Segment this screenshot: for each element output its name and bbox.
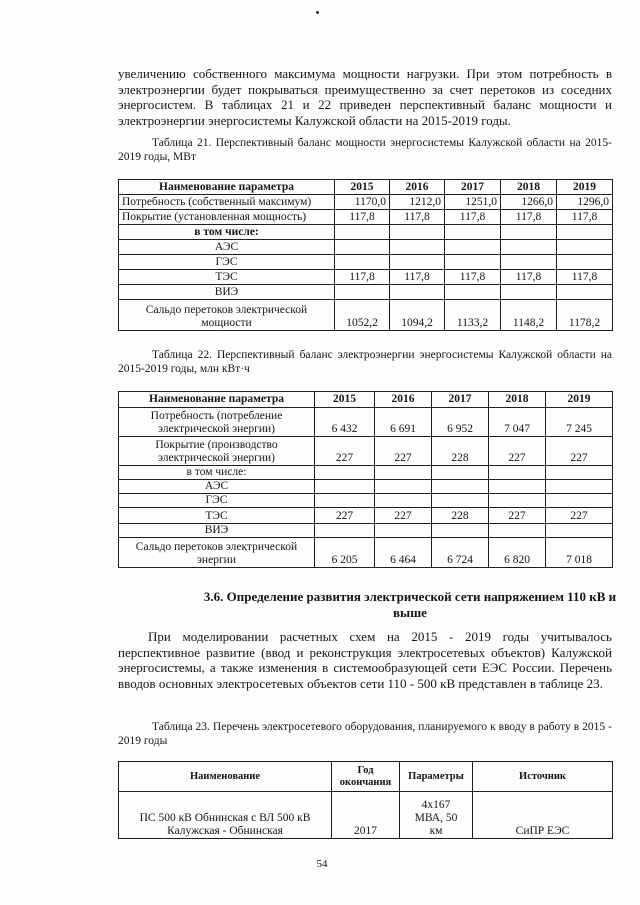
cell-value: 117,8 <box>501 210 557 225</box>
table-header-row <box>119 762 613 792</box>
cell-value: 1296,0 <box>557 195 613 210</box>
header-year: 2015 <box>335 180 390 195</box>
row-label: ГЭС <box>119 255 335 270</box>
row-label: ТЭС <box>119 270 335 285</box>
table-row <box>119 240 613 255</box>
cell-value: 6 205 <box>315 538 375 568</box>
table-row <box>119 494 613 508</box>
row-label: ПС 500 кВ Обнинская с ВЛ 500 кВ Калужская - Обнинская <box>119 792 332 839</box>
cell-value: 7 245 <box>546 408 613 437</box>
cell-value: 227 <box>315 508 375 524</box>
cell-value: 1178,2 <box>557 300 613 331</box>
cell-value: 1266,0 <box>501 195 557 210</box>
row-label: Сальдо перетоков электрической энергии <box>119 538 315 568</box>
cell-value: 1052,2 <box>335 300 390 331</box>
cell-value: 227 <box>546 437 613 466</box>
header-year: 2019 <box>557 180 613 195</box>
table-row <box>119 285 613 300</box>
row-label: ВИЭ <box>119 285 335 300</box>
cell-value: 117,8 <box>390 210 445 225</box>
cell-value: 1094,2 <box>390 300 445 331</box>
cell-value: 6 464 <box>375 538 432 568</box>
cell-value: 6 691 <box>375 408 432 437</box>
table-row <box>119 408 613 437</box>
cell-value: 227 <box>489 437 546 466</box>
cell-value: 7 047 <box>489 408 546 437</box>
row-label: Покрытие (производство электрической энергии) <box>119 437 315 466</box>
cell-value: 117,8 <box>445 270 501 285</box>
table-23 <box>118 761 613 839</box>
cell-value: 117,8 <box>335 210 390 225</box>
table23-caption: Таблица 23. Перечень электросетевого оборудования, планируемого к вводу в работу в 2015 - 2019 годы <box>118 721 612 747</box>
table-row <box>119 508 613 524</box>
row-label: Сальдо перетоков электрической мощности <box>119 300 335 331</box>
cell-value: 1148,2 <box>501 300 557 331</box>
header-source: Источник <box>473 762 613 792</box>
row-label: ТЭС <box>119 508 315 524</box>
scan-dot <box>316 11 319 14</box>
header-name: Наименование параметра <box>119 392 315 408</box>
header-year: 2019 <box>546 392 613 408</box>
table-header-row <box>119 392 613 408</box>
table-row <box>119 538 613 568</box>
cell-parameters: 4х167 МВА, 50 км <box>400 792 473 839</box>
row-label: ВИЭ <box>119 524 315 538</box>
cell-value: 1212,0 <box>390 195 445 210</box>
row-label: в том числе: <box>119 466 315 480</box>
header-year: 2015 <box>315 392 375 408</box>
cell-value: 6 432 <box>315 408 375 437</box>
header-year: 2017 <box>445 180 501 195</box>
row-label: Потребность (потребление электрической энергии) <box>119 408 315 437</box>
header-name: Наименование <box>119 762 332 792</box>
row-label: Покрытие (установленная мощность) <box>119 210 335 225</box>
row-label: АЭС <box>119 480 315 494</box>
cell-value: 7 018 <box>546 538 613 568</box>
cell-value: 117,8 <box>501 270 557 285</box>
cell-value: 117,8 <box>445 210 501 225</box>
cell-value: 117,8 <box>335 270 390 285</box>
cell-value: 117,8 <box>390 270 445 285</box>
cell-value: 117,8 <box>557 270 613 285</box>
table-row <box>119 437 613 466</box>
header-year-end: Год окончания <box>332 762 400 792</box>
table-row <box>119 195 613 210</box>
table22-caption: Таблица 22. Перспективный баланс электроэнергии энергосистемы Калужской области на 2015-2019 годы, млн кВт·ч <box>118 349 612 375</box>
header-parameters: Параметры <box>400 762 473 792</box>
cell-value: 227 <box>315 437 375 466</box>
section-heading: 3.6. Определение развития электрической сети напряжением 110 кВ и выше <box>203 589 617 620</box>
row-label: ГЭС <box>119 494 315 508</box>
header-year: 2016 <box>375 392 432 408</box>
table-row <box>119 524 613 538</box>
cell-value: 227 <box>375 508 432 524</box>
header-name: Наименование параметра <box>119 180 335 195</box>
cell-value: 228 <box>432 437 489 466</box>
header-year: 2016 <box>390 180 445 195</box>
cell-value: 6 952 <box>432 408 489 437</box>
header-year: 2018 <box>501 180 557 195</box>
header-year: 2018 <box>489 392 546 408</box>
table-row <box>119 480 613 494</box>
table-row <box>119 270 613 285</box>
table-row <box>119 792 613 839</box>
row-label: АЭС <box>119 240 335 255</box>
cell-value: 227 <box>375 437 432 466</box>
table21-caption: Таблица 21. Перспективный баланс мощности энергосистемы Калужской области на 2015-2019 годы, МВт <box>118 137 612 163</box>
table-21 <box>118 179 613 331</box>
header-year: 2017 <box>432 392 489 408</box>
cell-value: 6 724 <box>432 538 489 568</box>
cell-value: 227 <box>489 508 546 524</box>
table-header-row <box>119 180 613 195</box>
cell-value: 228 <box>432 508 489 524</box>
cell-year: 2017 <box>332 792 400 839</box>
table-row <box>119 466 613 480</box>
row-label: в том числе: <box>119 225 335 240</box>
cell-value: 1133,2 <box>445 300 501 331</box>
cell-source: СиПР ЕЭС <box>473 792 613 839</box>
cell-value: 1170,0 <box>335 195 390 210</box>
intro-paragraph: увеличению собственного максимума мощности нагрузки. При этом потребность в электроэнергии будет покрываться преимущественно за счет перетоков из соседних энергосистем. В таблицах 21 и 22 приведен перспективный баланс мощности и электроэнергии энергосистемы Калужской области на 2015-2019 годы. <box>118 66 612 128</box>
cell-value: 1251,0 <box>445 195 501 210</box>
table-row <box>119 210 613 225</box>
table-row <box>119 255 613 270</box>
cell-value: 227 <box>546 508 613 524</box>
table-row <box>119 225 613 240</box>
cell-value: 6 820 <box>489 538 546 568</box>
page-number: 54 <box>316 858 328 870</box>
section-paragraph: При моделировании расчетных схем на 2015 - 2019 годы учитывалось перспективное развитие (ввод и реконструкция электросетевых объектов) Калужской энергосистемы, а также изменения в системообразующей сети ЕЭС России. Перечень вводов основных электросетевых объектов сети 110 - 500 кВ представлен в таблице 23. <box>118 629 612 691</box>
table-22 <box>118 391 613 568</box>
row-label: Потребность (собственный максимум) <box>119 195 335 210</box>
table-row <box>119 300 613 331</box>
cell-value: 117,8 <box>557 210 613 225</box>
